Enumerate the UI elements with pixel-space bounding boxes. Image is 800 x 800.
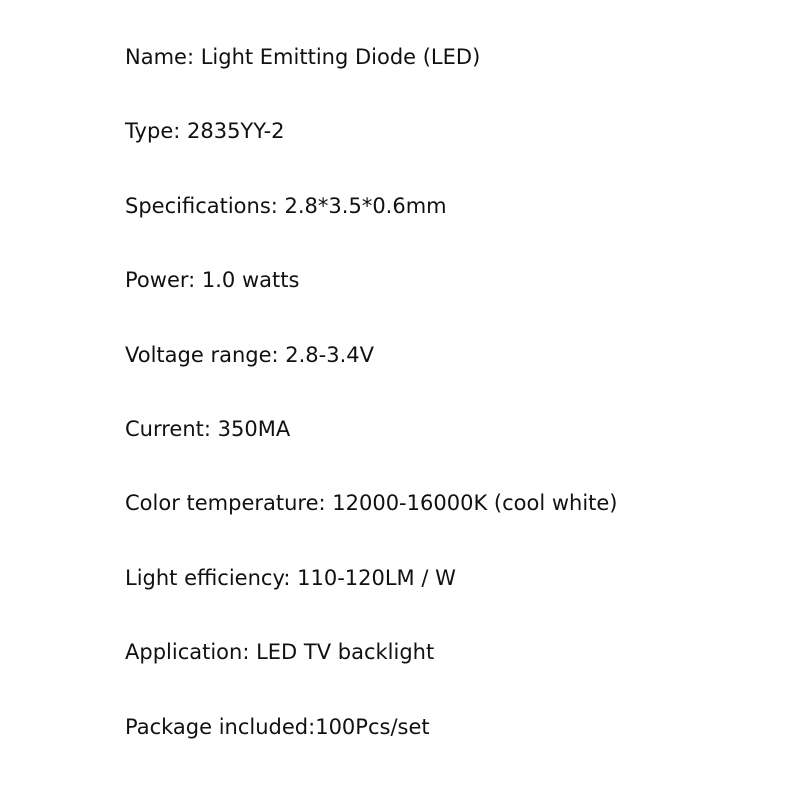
spec-package-included: Package included:100Pcs/set [125,714,430,739]
spec-voltage-range: Voltage range: 2.8-3.4V [125,342,374,367]
spec-current: Current: 350MA [125,416,291,441]
spec-light-efficiency: Light efficiency: 110-120LM / W [125,565,456,590]
spec-application: Application: LED TV backlight [125,640,435,665]
spec-specifications: Specifications: 2.8*3.5*0.6mm [125,193,447,218]
spec-color-temperature: Color temperature: 12000-16000K (cool white) [125,491,618,516]
spec-power: Power: 1.0 watts [125,268,300,293]
spec-type: Type: 2835YY-2 [125,119,285,144]
spec-list [125,40,785,784]
spec-name: Name: Light Emitting Diode (LED) [125,45,481,69]
